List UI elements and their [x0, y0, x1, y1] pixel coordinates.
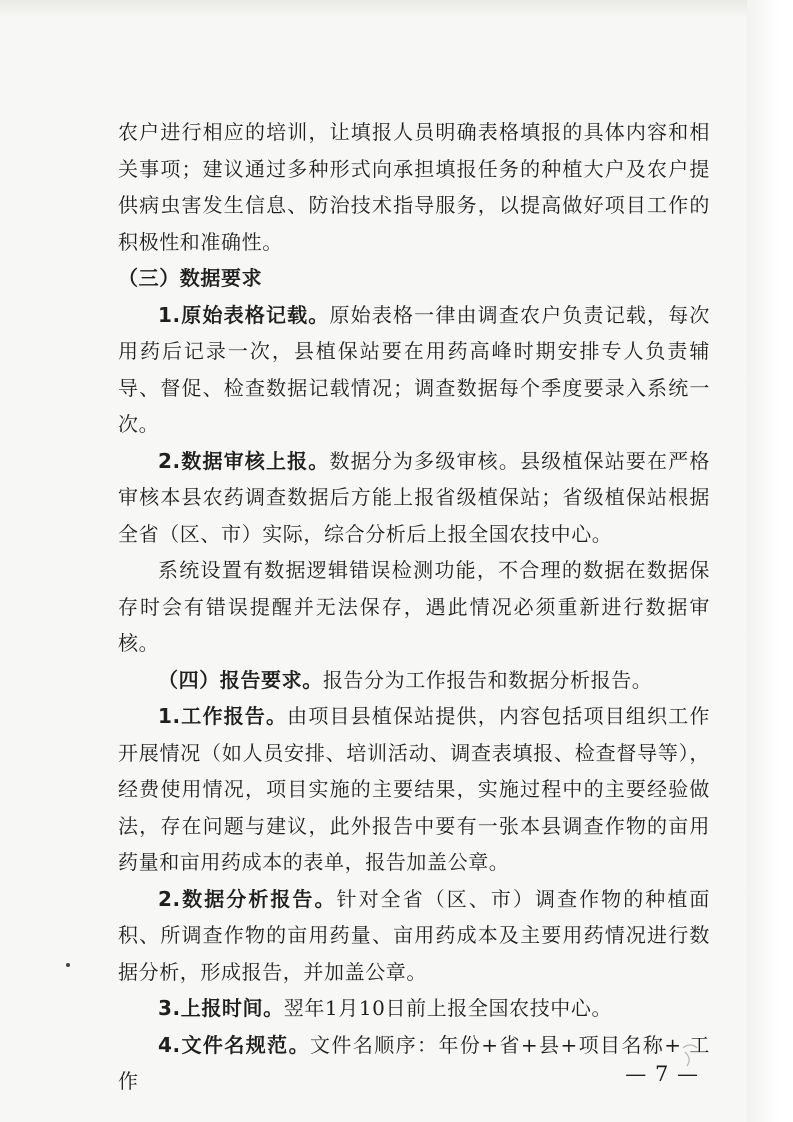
paragraph-original-forms [118, 297, 710, 443]
paragraph-training [118, 114, 710, 260]
data-review-heading: 2.数据审核上报。 [158, 448, 330, 473]
original-forms-text: 原始表格一律由调查农户负责记载，每次用药后记录一次，县植保站要在用药高峰时期安排专人负责辅导、督促、检查数据记载情况；调查数据每个季度要录入系统一次。 [118, 302, 710, 436]
paragraph-report-requirements [118, 662, 710, 699]
work-report-text: 由项目县植保站提供，内容包括项目组织工作开展情况（如人员安排、培训活动、调查表填报、检查督导等），经费使用情况，项目实施的主要结果，实施过程中的主要经验做法，存在问题与建议，此外报告中要有一张本县调查作物的亩用药量和亩用药成本的表单，报告加盖公章。 [118, 704, 711, 874]
paragraph-system-check [118, 552, 710, 662]
section-heading-data-requirements-text: （三）数据要求 [118, 266, 263, 290]
system-check-text: 系统设置有数据逻辑错误检测功能，不合理的数据在数据保存时会有错误提醒并无法保存，遇此情况必须重新进行数据审核。 [118, 558, 710, 655]
file-naming-text: 文件名顺序：年份+省+县+项目名称+ 工作 [118, 1032, 710, 1093]
paragraph-work-report [118, 698, 710, 881]
scan-speck [66, 963, 70, 967]
original-forms-heading: 1.原始表格记载。 [158, 302, 330, 327]
paragraph-data-review [118, 443, 710, 553]
data-analysis-text: 针对全省（区、市）调查作物的种植面积、所调查作物的亩用药量、亩用药成本及主要用药情况进行数据分析，形成报告，并加盖公章。 [118, 886, 710, 984]
paragraph-data-analysis [118, 881, 710, 991]
section-heading-data-requirements [118, 260, 710, 297]
reporting-time-heading: 3.上报时间。 [158, 996, 284, 1020]
paragraph-reporting-time [118, 990, 710, 1027]
work-report-heading: 1.工作报告。 [158, 704, 288, 728]
training-text: 农户进行相应的培训，让填报人员明确表格填报的具体内容和相关事项；建议通过多种形式向承担填报任务的种植大户及农户提供病虫害发生信息、防治技术指导服务，以提高做好项目工作的积极性和准确性。 [118, 120, 710, 254]
paragraph-file-naming [118, 1027, 710, 1100]
document-body [118, 114, 710, 1100]
data-analysis-heading: 2.数据分析报告。 [158, 886, 337, 911]
scan-top-edge [0, 0, 793, 18]
scan-right-edge [747, 0, 793, 1122]
file-naming-heading: 4.文件名规范。 [158, 1032, 310, 1057]
reporting-time-text: 翌年1月10日前上报全国农技中心。 [283, 996, 613, 1020]
page-number: — 7 — [625, 1062, 699, 1086]
data-review-text: 数据分为多级审核。县级植保站要在严格审核本县农药调查数据后方能上报省级植保站；省级植保站根据全省（区、市）实际，综合分析后上报全国农技中心。 [118, 448, 710, 546]
report-requirements-heading: （四）报告要求。 [158, 667, 323, 692]
report-requirements-text: 报告分为工作报告和数据分析报告。 [322, 667, 653, 692]
